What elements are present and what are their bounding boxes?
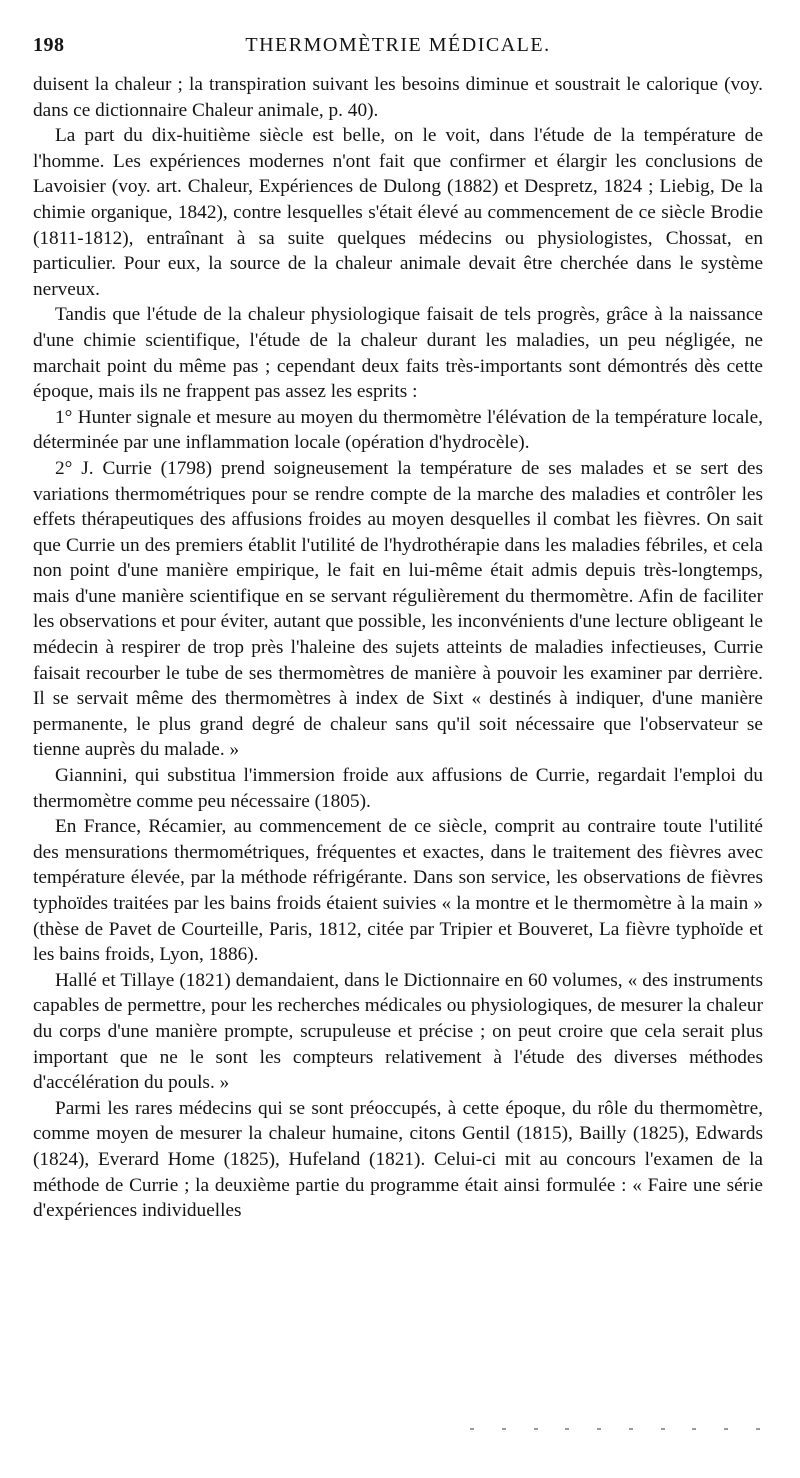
paragraph-halle-tillaye: Hallé et Tillaye (1821) demandaient, dans le Dictionnaire en 60 volumes, « des instruments capables de permettre, pour les recherches médicales ou physiologiques, de mesurer la chaleur du corps d'une manière prompte, scrupuleuse et précise ; on peut croire que cela serait plus important que ne le sont les compteurs relativement à l'étude des diverses méthodes d'accélération du pouls. » — [33, 969, 763, 1094]
paragraph-currie: 2° J. Currie (1798) prend soigneusement la température de ses malades et se sert des variations thermométriques pour se rendre compte de la marche des maladies et contrôler les effets thérapeutiques des affusions froides au moyen desquelles il combat les fièvres. On sait que Currie un des premiers établit l'utilité de l'hydrothérapie dans les maladies fébriles, et cela non point d'une manière empirique, le fait en lui-même était admis depuis très-longtemps, mais d'une manière scientifique en se servant régulièrement du thermomètre. Afin de faciliter les observations et pour éviter, autant que possible, les inconvénients d'une lecture obligeant le médecin à respirer de trop près l'haleine des sujets atteints de maladies infectieuses, Currie faisait recourber le tube de ses thermomètres de manière à pouvoir les examiner par derrière. Il se servait même des thermomètres à index de Sixt « destinés à indiquer, d'une manière permanente, le plus grand degré de chaleur sans qu'il soit nécessaire que l'observateur se tienne auprès du malade. » — [33, 457, 763, 761]
page-header — [33, 34, 763, 60]
body-text — [33, 72, 763, 1224]
page-number: 198 — [33, 34, 65, 56]
running-title: THERMOMÈTRIE MÉDICALE. — [245, 34, 551, 56]
document-page — [33, 34, 763, 1224]
paragraph-rare-physicians: Parmi les rares médecins qui se sont préoccupés, à cette époque, du rôle du thermomètre, comme moyen de mesurer la chaleur humaine, citons Gentil (1815), Bailly (1825), Edwards (1824), Everard Home (1825), Hufeland (1821). Celui-ci mit au concours l'examen de la méthode de Currie ; la deuxième partie du programme était ainsi formulée : « Faire une série d'expériences individuelles — [33, 1097, 763, 1222]
paragraph-hunter: 1° Hunter signale et mesure au moyen du thermomètre l'élévation de la température locale, déterminée par une inflammation locale (opération d'hydrocèle). — [33, 406, 763, 454]
paragraph-giannini: Giannini, qui substitua l'immersion froide aux affusions de Currie, regardait l'emploi du thermomètre comme peu nécessaire (1805). — [33, 765, 763, 812]
paragraph-recamier: En France, Récamier, au commencement de ce siècle, comprit au contraire toute l'utilité des mensurations thermométriques, fréquentes et exactes, dans le traitement des fièvres avec température élevée, par la méthode réfrigérante. Dans son service, les observations de fièvres typhoïdes traitées par les bains froids étaient suivies « la montre et le thermomètre à la main » (thèse de Pavet de Courteille, Paris, 1812, citée par Tripier et Bouveret, La fièvre typhoïde et les bains froids, Lyon, 1886). — [33, 816, 763, 966]
footer-printer-marks — [470, 1428, 760, 1434]
paragraph-continuation: duisent la chaleur ; la transpiration suivant les besoins diminue et soustrait le calorique (voy. dans ce dictionnaire Chaleur animale, p. 40). — [33, 74, 763, 121]
paragraph-pathological-heat: Tandis que l'étude de la chaleur physiologique faisait de tels progrès, grâce à la naissance d'une chimie scientifique, l'étude de la chaleur durant les maladies, un peu négligée, ne marchait point du même pas ; cependant deux faits très-importants sont démontrés dès cette époque, mais ils ne frappent pas assez les esprits : — [33, 304, 763, 403]
paragraph-eighteenth-century: La part du dix-huitième siècle est belle, on le voit, dans l'étude de la température de l'homme. Les expériences modernes n'ont fait que confirmer et élargir les conclusions de Lavoisier (voy. art. Chaleur, Expériences de Dulong (1882) et Despretz, 1824 ; Liebig, De la chimie organique, 1842), contre lesquelles s'était élevé au commencement de ce siècle Brodie (1811-1812), entraînant à sa suite quelques médecins ou physiologistes, Chossat, en particulier. Pour eux, la source de la chaleur animale devait être cherchée dans le système nerveux. — [33, 125, 763, 300]
